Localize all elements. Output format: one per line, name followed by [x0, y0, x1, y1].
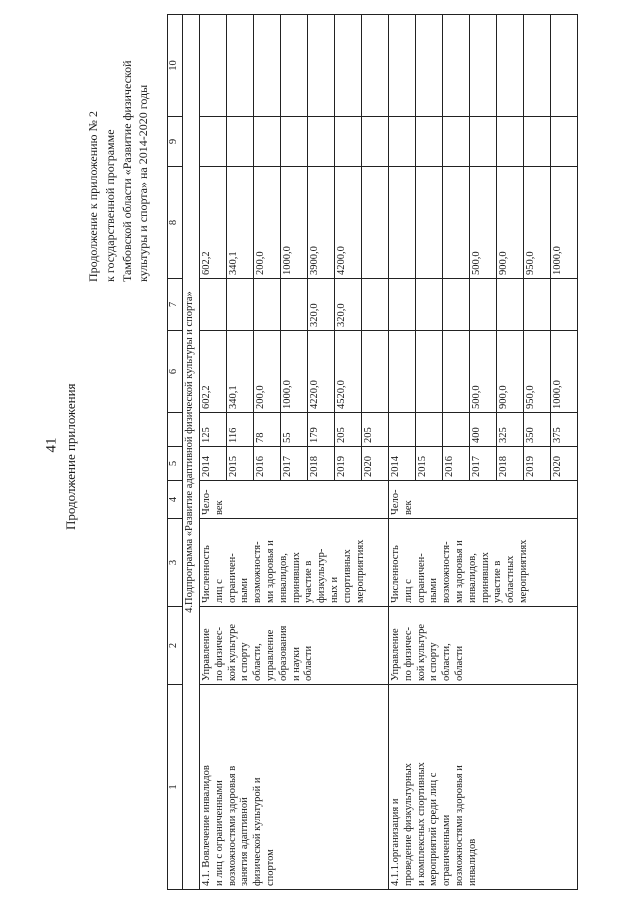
amount-cell-c7 — [524, 279, 551, 331]
year-cell: 2016 — [443, 447, 470, 481]
amount-cell-c7: 320,0 — [308, 279, 335, 331]
amount-cell-c7 — [227, 279, 254, 331]
amount-cell-c9 — [470, 117, 497, 167]
amount-cell-c6: 950,0 — [524, 331, 551, 413]
amount-cell-c6 — [362, 331, 389, 413]
amount-cell-c6: 1000,0 — [281, 331, 308, 413]
amount-cell-c7 — [470, 279, 497, 331]
amount-cell-c6: 4220,0 — [308, 331, 335, 413]
amount-cell-c8: 602,2 — [200, 167, 227, 279]
section-title: 4.Подпрограмма «Развитие адаптивной физической культуры и спорта» — [183, 15, 200, 890]
amount-cell-c6: 900,0 — [497, 331, 524, 413]
amount-cell-c10 — [281, 15, 308, 117]
amount-cell-c10 — [308, 15, 335, 117]
amount-cell-c7 — [200, 279, 227, 331]
amount-cell-c10 — [551, 15, 578, 117]
amount-cell-c9 — [335, 117, 362, 167]
indicator-value-cell: 55 — [281, 413, 308, 447]
amount-cell-c9 — [227, 117, 254, 167]
amount-cell-c10 — [470, 15, 497, 117]
amount-cell-c9 — [281, 117, 308, 167]
amount-cell-c6 — [443, 331, 470, 413]
amount-cell-c7 — [551, 279, 578, 331]
column-number-header: 2 — [168, 607, 183, 685]
heading-line: Продолжение приложения — [63, 383, 78, 530]
amount-cell-c10 — [416, 15, 443, 117]
document-heading — [60, 15, 150, 890]
unit: Чело- век — [389, 481, 578, 519]
amount-cell-c8 — [443, 167, 470, 279]
amount-cell-c7 — [497, 279, 524, 331]
column-number-header: 3 — [168, 519, 183, 607]
amount-cell-c6 — [416, 331, 443, 413]
amount-cell-c6: 500,0 — [470, 331, 497, 413]
amount-cell-c9 — [254, 117, 281, 167]
amount-cell-c8: 200,0 — [254, 167, 281, 279]
program-table — [167, 14, 578, 890]
year-cell: 2017 — [470, 447, 497, 481]
executor: Управление по физичес- кой культуре и спорту области, области — [389, 607, 578, 685]
indicator-value-cell: 78 — [254, 413, 281, 447]
year-cell: 2020 — [551, 447, 578, 481]
column-number-header: 10 — [168, 15, 183, 117]
executor: Управление по физичес- кой культуре и спорту области, управление образования и науки области — [200, 607, 389, 685]
table-row — [200, 15, 227, 890]
column-number-row — [168, 15, 183, 890]
column-number-header: 5 — [168, 447, 183, 481]
measure-name: 4.1.1.организация и проведение физкультурных и комплексных спортивных мероприятий среди лиц с ограниченными возможностями здоровья и инвалидов — [389, 685, 578, 890]
amount-cell-c10 — [362, 15, 389, 117]
amount-cell-c8: 3900,0 — [308, 167, 335, 279]
indicator-value-cell: 375 — [551, 413, 578, 447]
amount-cell-c7 — [281, 279, 308, 331]
amount-cell-c7 — [443, 279, 470, 331]
unit: Чело- век — [200, 481, 389, 519]
amount-cell-c10 — [254, 15, 281, 117]
amount-cell-c9 — [551, 117, 578, 167]
heading-line: культуры и спорта» на 2014-2020 годы — [136, 84, 150, 282]
amount-cell-c8: 500,0 — [470, 167, 497, 279]
amount-cell-c7: 320,0 — [335, 279, 362, 331]
year-cell: 2018 — [308, 447, 335, 481]
indicator: Численность лиц с ограничен- ными возможностя- ми здоровья и инвалидов, принявших участие в физкультур- ных и спортивных мероприятиях — [200, 519, 389, 607]
amount-cell-c9 — [443, 117, 470, 167]
amount-cell-c10 — [524, 15, 551, 117]
amount-cell-c9 — [497, 117, 524, 167]
indicator: Численность лиц с ограничен- ными возможностя- ми здоровья и инвалидов, принявших участие в областных мероприятиях — [389, 519, 578, 607]
column-number-header: 4 — [168, 481, 183, 519]
amount-cell-c6: 200,0 — [254, 331, 281, 413]
amount-cell-c10 — [389, 15, 416, 117]
section-row — [183, 15, 200, 890]
amount-cell-c8: 900,0 — [497, 167, 524, 279]
amount-cell-c6: 602,2 — [200, 331, 227, 413]
amount-cell-c8: 4200,0 — [335, 167, 362, 279]
amount-cell-c9 — [308, 117, 335, 167]
column-number-header: 1 — [168, 685, 183, 890]
indicator-value-cell: 179 — [308, 413, 335, 447]
year-cell: 2020 — [362, 447, 389, 481]
year-cell: 2015 — [227, 447, 254, 481]
amount-cell-c7 — [254, 279, 281, 331]
heading-line: Продолжение к приложению № 2 — [86, 111, 100, 282]
page-number: 41 — [43, 437, 60, 453]
amount-cell-c6: 340,1 — [227, 331, 254, 413]
year-cell: 2014 — [200, 447, 227, 481]
column-number-header: 8 — [168, 167, 183, 279]
amount-cell-c8 — [389, 167, 416, 279]
amount-cell-c8 — [416, 167, 443, 279]
amount-cell-c6: 4520,0 — [335, 331, 362, 413]
table-row — [389, 15, 416, 890]
indicator-value-cell: 125 — [200, 413, 227, 447]
amount-cell-c8: 1000,0 — [551, 167, 578, 279]
indicator-value-cell — [443, 413, 470, 447]
indicator-value-cell: 116 — [227, 413, 254, 447]
amount-cell-c10 — [497, 15, 524, 117]
amount-cell-c10 — [200, 15, 227, 117]
indicator-value-cell: 325 — [497, 413, 524, 447]
year-cell: 2015 — [416, 447, 443, 481]
amount-cell-c6: 1000,0 — [551, 331, 578, 413]
indicator-value-cell — [389, 413, 416, 447]
amount-cell-c10 — [335, 15, 362, 117]
indicator-value-cell: 400 — [470, 413, 497, 447]
indicator-value-cell: 205 — [335, 413, 362, 447]
amount-cell-c9 — [416, 117, 443, 167]
measure-name: 4.1. Вовлечение инвалидов и лиц с ограниченными возможностями здоровья в занятия адаптивной физической культурой и спортом — [200, 685, 389, 890]
amount-cell-c8 — [362, 167, 389, 279]
indicator-value-cell — [416, 413, 443, 447]
amount-cell-c6 — [389, 331, 416, 413]
amount-cell-c9 — [524, 117, 551, 167]
amount-cell-c8: 1000,0 — [281, 167, 308, 279]
amount-cell-c9 — [200, 117, 227, 167]
amount-cell-c7 — [389, 279, 416, 331]
amount-cell-c7 — [362, 279, 389, 331]
amount-cell-c10 — [227, 15, 254, 117]
indicator-value-cell: 205 — [362, 413, 389, 447]
heading-line: к государственной программе — [103, 129, 117, 282]
year-cell: 2014 — [389, 447, 416, 481]
amount-cell-c8: 340,1 — [227, 167, 254, 279]
year-cell: 2016 — [254, 447, 281, 481]
year-cell: 2019 — [524, 447, 551, 481]
year-cell: 2017 — [281, 447, 308, 481]
rotated-page-content — [60, 15, 595, 890]
column-number-header: 6 — [168, 331, 183, 413]
heading-line: Тамбовской области «Развитие физической — [120, 60, 134, 282]
column-number-header — [168, 413, 183, 447]
year-cell: 2018 — [497, 447, 524, 481]
indicator-value-cell: 350 — [524, 413, 551, 447]
amount-cell-c10 — [443, 15, 470, 117]
amount-cell-c7 — [416, 279, 443, 331]
year-cell: 2019 — [335, 447, 362, 481]
column-number-header: 9 — [168, 117, 183, 167]
column-number-header: 7 — [168, 279, 183, 331]
amount-cell-c9 — [389, 117, 416, 167]
amount-cell-c9 — [362, 117, 389, 167]
amount-cell-c8: 950,0 — [524, 167, 551, 279]
